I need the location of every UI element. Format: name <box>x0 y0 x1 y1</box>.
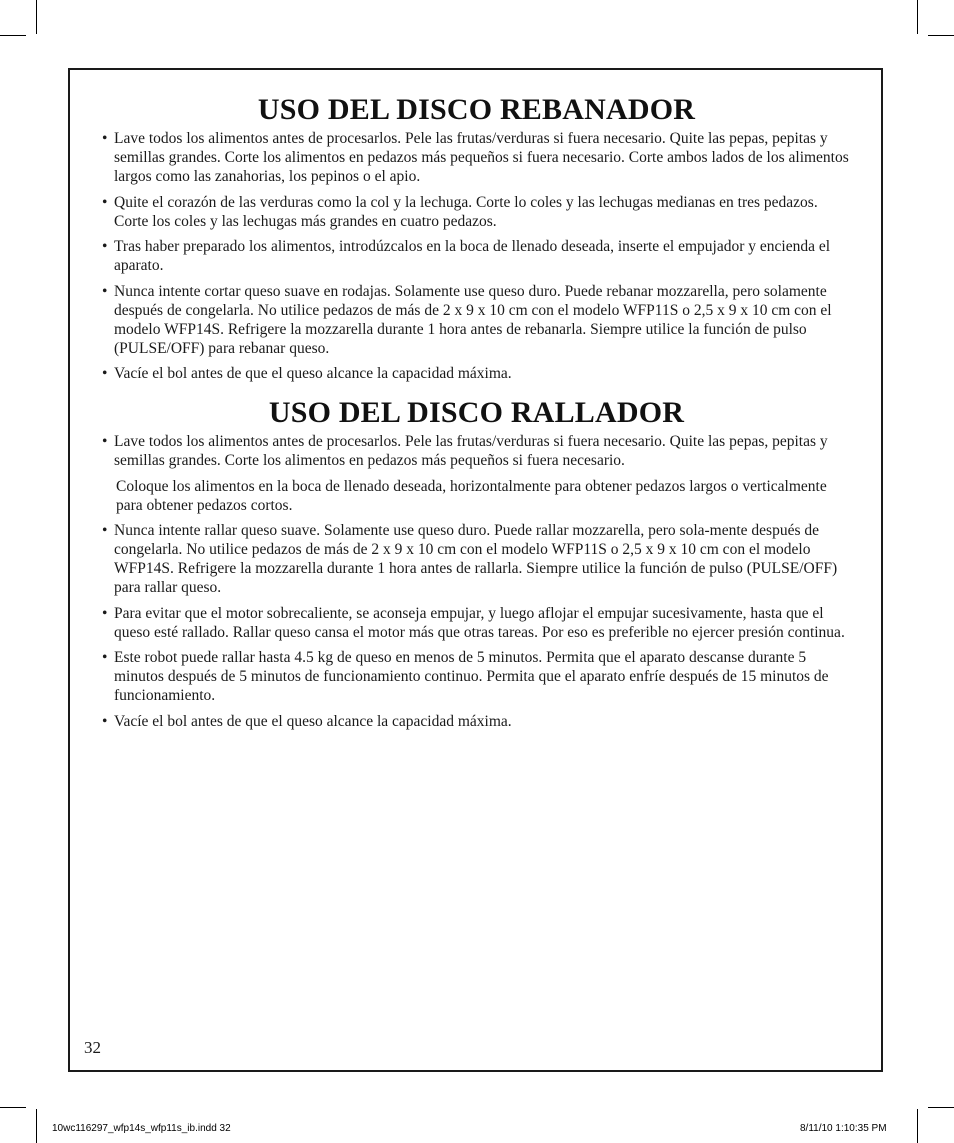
bullet: • <box>102 365 108 382</box>
page-frame <box>68 68 883 1072</box>
list-item <box>98 364 855 383</box>
section-title-slicing-disc: USO DEL DISCO REBANADOR <box>257 93 696 126</box>
crop-mark <box>36 1109 37 1143</box>
list-item <box>98 648 855 705</box>
list-item <box>98 521 855 597</box>
bullet: • <box>102 433 108 450</box>
list-item <box>98 237 855 275</box>
crop-mark <box>928 35 954 36</box>
bullet: • <box>102 193 108 211</box>
list-item <box>98 193 855 231</box>
item-text: Para evitar que el motor sobrecaliente, se aconseja empujar, y luego aflojar el empujar sucesivamente, hasta que el queso esté rallado. Rallar queso cansa el motor más que otras tareas. Por eso es preferible no ejercer presión continua. <box>114 604 845 641</box>
bullet: • <box>102 712 108 730</box>
item-text: Tras haber preparado los alimentos, introdúzcalos en la boca de llenado deseada, inserte el empujador y encienda el aparato. <box>114 238 831 274</box>
item-text: Nunca intente cortar queso suave en rodajas. Solamente use queso duro. Puede rebanar mozzarella, pero solamente después de congelarla. No utilice pedazos de más de 2 x 9 x 10 cm con el modelo WFP11S o 2,5 x 9 x 10 cm con el modelo WFP14S. Refrigere la mozzarella durante 1 hora antes de rebanarla. Siempre utilice la función de pulso (PULSE/OFF) para rebanar queso. <box>114 282 832 357</box>
bullet: • <box>102 649 108 666</box>
bullet: • <box>102 604 108 622</box>
crop-mark <box>917 1109 918 1143</box>
list-item <box>98 129 855 186</box>
list-item <box>98 604 855 642</box>
list-item <box>98 282 855 358</box>
bullet: • <box>102 522 108 539</box>
list-item-continuation: Coloque los alimentos en la boca de llenado deseada, horizontalmente para obtener pedazos largos o verticalmente para obtener pedazos cortos. <box>116 477 827 514</box>
item-text: Vacíe el bol antes de que el queso alcance la capacidad máxima. <box>114 712 512 730</box>
item-text: Quite el corazón de las verduras como la col y la lechuga. Corte lo coles y las lechugas medianas en tres pedazos. Corte los coles y las lechugas más grandes en cuatro pedazos. <box>114 193 818 230</box>
bullet: • <box>102 130 108 147</box>
item-text: Lave todos los alimentos antes de procesarlos. Pele las frutas/verduras si fuera necesario. Quite las pepas, pepitas y semillas grandes. Corte los alimentos en pedazos más pequeños si fuera necesario. Corte ambos lados de los alimentos largos como las zanahorias, los pepinos o el apio. <box>114 130 849 185</box>
crop-mark <box>917 0 918 34</box>
item-text: Lave todos los alimentos antes de procesarlos. Pele las frutas/verduras si fuera necesario. Quite las pepas, pepitas y semillas grandes. Corte los alimentos en pedazos más pequeños si fuera necesario. <box>114 433 828 469</box>
crop-mark <box>0 35 26 36</box>
bullet: • <box>102 238 108 255</box>
grating-instructions-list-continued <box>98 521 855 731</box>
crop-mark <box>36 0 37 34</box>
section-title-grating-disc: USO DEL DISCO RALLADOR <box>268 396 685 429</box>
page-number: 32 <box>84 1038 101 1057</box>
grating-instructions-list <box>98 432 855 470</box>
bullet: • <box>102 282 108 300</box>
page-content <box>98 92 855 737</box>
list-item <box>98 712 855 731</box>
item-text: Este robot puede rallar hasta 4.5 kg de queso en menos de 5 minutos. Permita que el aparato descanse durante 5 minutos después de 5 minutos de funcionamiento continuo. Permita que el aparato enfríe después de 15 minutos de funcionamiento. <box>114 649 829 704</box>
item-text: Vacíe el bol antes de que el queso alcance la capacidad máxima. <box>114 365 512 382</box>
crop-mark <box>928 1107 954 1108</box>
item-text: Nunca intente rallar queso suave. Solamente use queso duro. Puede rallar mozzarella, pero sola-mente después de congelarla. No utilice pedazos de más de 2 x 9 x 10 cm con el modelo WFP11S o 2,5 x 9 x 10 cm con el modelo WFP14S. Refrigere la mozzarella durante 1 hora antes de rallarla. Siempre utilice la función de pulso (PULSE/OFF) para rallar queso. <box>114 522 838 596</box>
slug-filename: 10wc116297_wfp14s_wfp11s_ib.indd 32 <box>52 1123 231 1134</box>
crop-mark <box>0 1107 26 1108</box>
slicing-instructions-list <box>98 129 855 383</box>
list-item <box>98 432 855 470</box>
slug-timestamp: 8/11/10 1:10:35 PM <box>800 1123 887 1134</box>
